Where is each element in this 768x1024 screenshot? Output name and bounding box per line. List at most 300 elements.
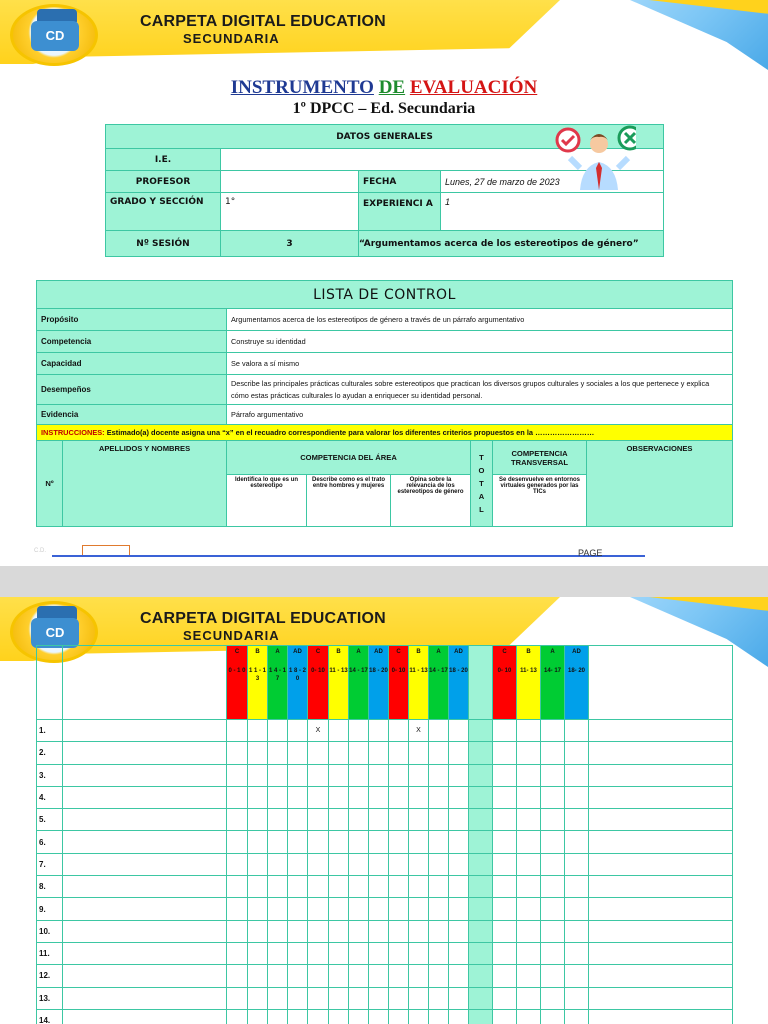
score-cell[interactable]: [389, 876, 409, 898]
score-cell[interactable]: [329, 853, 349, 875]
transversal-cell[interactable]: [517, 764, 541, 786]
total-cell[interactable]: [469, 831, 493, 853]
transversal-cell[interactable]: [493, 786, 517, 808]
score-cell[interactable]: [308, 853, 329, 875]
score-cell[interactable]: [268, 853, 288, 875]
score-cell[interactable]: [227, 965, 248, 987]
score-cell[interactable]: [369, 987, 389, 1009]
score-cell[interactable]: [449, 1009, 469, 1024]
brand-subtitle: SECUNDARIA: [183, 31, 280, 46]
brand-title-2: CARPETA DIGITAL EDUCATION: [140, 610, 386, 627]
score-cell[interactable]: [248, 876, 268, 898]
row-number: 4.: [37, 786, 63, 808]
transversal-cell[interactable]: [517, 720, 541, 742]
student-name-cell[interactable]: [63, 809, 227, 831]
transversal-cell[interactable]: [517, 898, 541, 920]
observations-cell[interactable]: [589, 898, 733, 920]
score-cell[interactable]: [308, 965, 329, 987]
score-cell[interactable]: [227, 764, 248, 786]
student-name-cell[interactable]: [63, 987, 227, 1009]
student-name-cell[interactable]: [63, 786, 227, 808]
score-cell[interactable]: [329, 809, 349, 831]
total-cell[interactable]: [469, 1009, 493, 1024]
student-name-cell[interactable]: [63, 742, 227, 764]
score-cell[interactable]: [409, 764, 429, 786]
score-cell[interactable]: [268, 920, 288, 942]
score-cell[interactable]: [227, 853, 248, 875]
score-cell[interactable]: [268, 720, 288, 742]
profesor-value[interactable]: [221, 171, 359, 193]
total-cell[interactable]: [469, 742, 493, 764]
score-cell[interactable]: [429, 876, 449, 898]
score-cell[interactable]: [329, 942, 349, 964]
total-cell[interactable]: [469, 809, 493, 831]
score-cell[interactable]: [288, 987, 308, 1009]
grid-row: [37, 898, 733, 920]
score-cell[interactable]: [248, 831, 268, 853]
score-cell[interactable]: [449, 764, 469, 786]
score-cell[interactable]: [308, 876, 329, 898]
score-cell[interactable]: [409, 965, 429, 987]
score-cell[interactable]: [389, 809, 409, 831]
score-cell[interactable]: [409, 742, 429, 764]
score-cell[interactable]: [329, 720, 349, 742]
score-cell[interactable]: [288, 898, 308, 920]
score-cell[interactable]: [369, 1009, 389, 1024]
score-cell[interactable]: [227, 831, 248, 853]
score-cell[interactable]: [449, 786, 469, 808]
score-cell[interactable]: [268, 942, 288, 964]
score-cell[interactable]: [349, 965, 369, 987]
score-cell[interactable]: [369, 965, 389, 987]
transversal-cell[interactable]: [565, 720, 589, 742]
score-cell[interactable]: [288, 942, 308, 964]
evidencia-text: Párrafo argumentativo: [227, 405, 733, 425]
student-name-cell[interactable]: [63, 853, 227, 875]
score-cell[interactable]: [248, 965, 268, 987]
score-cell[interactable]: [288, 786, 308, 808]
sesion-title: “Argumentamos acerca de los estereotipos de género”: [359, 231, 664, 257]
score-cell[interactable]: [429, 965, 449, 987]
score-cell[interactable]: [268, 965, 288, 987]
score-cell[interactable]: [248, 786, 268, 808]
score-cell[interactable]: [449, 742, 469, 764]
transversal-cell[interactable]: [565, 1009, 589, 1024]
transversal-cell[interactable]: [541, 987, 565, 1009]
transversal-cell[interactable]: [565, 831, 589, 853]
transversal-cell[interactable]: [517, 942, 541, 964]
score-cell[interactable]: [409, 786, 429, 808]
score-cell[interactable]: [329, 965, 349, 987]
student-name-cell[interactable]: [63, 898, 227, 920]
score-cell[interactable]: [429, 764, 449, 786]
student-name-cell[interactable]: [63, 1009, 227, 1024]
score-cell[interactable]: [389, 720, 409, 742]
score-cell[interactable]: [248, 1009, 268, 1024]
score-cell[interactable]: [449, 965, 469, 987]
transversal-cell[interactable]: [541, 1009, 565, 1024]
score-cell[interactable]: [389, 920, 409, 942]
score-cell[interactable]: [369, 720, 389, 742]
score-cell[interactable]: [389, 965, 409, 987]
score-cell[interactable]: [268, 898, 288, 920]
score-cell[interactable]: [389, 853, 409, 875]
score-cell[interactable]: [288, 1009, 308, 1024]
total-cell[interactable]: [469, 876, 493, 898]
score-cell[interactable]: [308, 831, 329, 853]
transversal-cell[interactable]: [517, 965, 541, 987]
score-cell[interactable]: [329, 742, 349, 764]
score-cell[interactable]: [308, 742, 329, 764]
score-cell[interactable]: [349, 742, 369, 764]
row-number: 5.: [37, 809, 63, 831]
score-cell[interactable]: [449, 876, 469, 898]
score-cell[interactable]: [268, 764, 288, 786]
score-cell[interactable]: [389, 742, 409, 764]
score-cell[interactable]: [369, 764, 389, 786]
transversal-cell[interactable]: [493, 965, 517, 987]
score-cell[interactable]: [449, 987, 469, 1009]
score-cell[interactable]: [449, 831, 469, 853]
score-cell[interactable]: [429, 942, 449, 964]
transversal-cell[interactable]: [493, 742, 517, 764]
student-name-cell[interactable]: [63, 942, 227, 964]
student-name-cell[interactable]: [63, 920, 227, 942]
transversal-cell[interactable]: [517, 809, 541, 831]
score-cell[interactable]: [409, 942, 429, 964]
score-cell[interactable]: [329, 1009, 349, 1024]
crit4-band-2: [541, 646, 565, 720]
observations-cell[interactable]: [589, 809, 733, 831]
score-cell[interactable]: [248, 942, 268, 964]
transversal-cell[interactable]: [517, 876, 541, 898]
score-cell[interactable]: [248, 809, 268, 831]
score-cell[interactable]: [268, 987, 288, 1009]
score-cell[interactable]: [248, 742, 268, 764]
score-cell[interactable]: [308, 987, 329, 1009]
transversal-cell[interactable]: [541, 965, 565, 987]
score-cell[interactable]: [227, 1009, 248, 1024]
transversal-cell[interactable]: [541, 742, 565, 764]
transversal-cell[interactable]: [565, 786, 589, 808]
score-cell[interactable]: [429, 831, 449, 853]
score-cell[interactable]: [429, 1009, 449, 1024]
score-cell[interactable]: [369, 831, 389, 853]
observations-cell[interactable]: [589, 853, 733, 875]
score-cell[interactable]: [268, 876, 288, 898]
score-cell[interactable]: [329, 876, 349, 898]
student-name-cell[interactable]: [63, 720, 227, 742]
header-band: [0, 0, 768, 66]
score-cell[interactable]: [409, 853, 429, 875]
transversal-cell[interactable]: [493, 831, 517, 853]
score-cell[interactable]: [308, 1009, 329, 1024]
score-cell[interactable]: [248, 720, 268, 742]
student-name-cell[interactable]: [63, 876, 227, 898]
row-number: 13.: [37, 987, 63, 1009]
score-cell[interactable]: [349, 920, 369, 942]
transversal-cell[interactable]: [565, 942, 589, 964]
grid-header-obs: [589, 646, 733, 720]
score-cell[interactable]: [248, 898, 268, 920]
score-cell[interactable]: [449, 920, 469, 942]
student-name-cell[interactable]: [63, 764, 227, 786]
score-cell[interactable]: [288, 920, 308, 942]
grid-row: [37, 720, 733, 742]
transversal-cell[interactable]: [493, 853, 517, 875]
score-cell[interactable]: [288, 764, 308, 786]
transversal-cell[interactable]: [541, 876, 565, 898]
score-cell[interactable]: [369, 809, 389, 831]
transversal-cell[interactable]: [565, 987, 589, 1009]
observations-cell[interactable]: [589, 987, 733, 1009]
transversal-cell[interactable]: [493, 942, 517, 964]
transversal-cell[interactable]: [517, 1009, 541, 1024]
transversal-cell[interactable]: [493, 987, 517, 1009]
score-cell[interactable]: [349, 720, 369, 742]
score-cell[interactable]: [227, 786, 248, 808]
score-cell[interactable]: [389, 786, 409, 808]
score-cell[interactable]: [227, 987, 248, 1009]
transversal-cell[interactable]: [565, 853, 589, 875]
score-cell[interactable]: [248, 853, 268, 875]
score-cell[interactable]: [227, 742, 248, 764]
transversal-cell[interactable]: [565, 809, 589, 831]
score-cell[interactable]: [329, 987, 349, 1009]
score-cell[interactable]: [429, 786, 449, 808]
total-cell[interactable]: [469, 720, 493, 742]
score-cell[interactable]: [268, 831, 288, 853]
score-cell[interactable]: [389, 898, 409, 920]
crit1-band-3: [288, 646, 308, 720]
total-cell[interactable]: [469, 898, 493, 920]
score-cell[interactable]: [288, 831, 308, 853]
transversal-cell[interactable]: [493, 920, 517, 942]
crit4-band-label: B: [526, 649, 531, 655]
transversal-cell[interactable]: [565, 898, 589, 920]
score-cell[interactable]: [409, 831, 429, 853]
grid-row: [37, 987, 733, 1009]
score-cell[interactable]: [349, 987, 369, 1009]
crit3-band-2: [429, 646, 449, 720]
score-cell[interactable]: [227, 876, 248, 898]
score-cell[interactable]: [268, 1009, 288, 1024]
score-cell[interactable]: [409, 809, 429, 831]
score-cell[interactable]: [369, 876, 389, 898]
score-cell[interactable]: [449, 720, 469, 742]
transversal-cell[interactable]: [493, 1009, 517, 1024]
observations-cell[interactable]: [589, 764, 733, 786]
transversal-cell[interactable]: [517, 920, 541, 942]
score-cell[interactable]: [248, 920, 268, 942]
score-cell[interactable]: [248, 764, 268, 786]
observations-cell[interactable]: [589, 831, 733, 853]
score-cell[interactable]: [409, 920, 429, 942]
score-cell[interactable]: [369, 942, 389, 964]
student-name-cell[interactable]: [63, 965, 227, 987]
score-cell[interactable]: [227, 920, 248, 942]
proposito-label: Propósito: [37, 309, 227, 331]
score-cell[interactable]: [268, 809, 288, 831]
score-cell[interactable]: [268, 742, 288, 764]
transversal-cell[interactable]: [493, 809, 517, 831]
score-cell[interactable]: [389, 831, 409, 853]
score-cell[interactable]: [227, 898, 248, 920]
fecha-value[interactable]: Lunes, 27 de marzo de 2023: [441, 171, 664, 193]
score-cell[interactable]: [308, 809, 329, 831]
score-cell[interactable]: [227, 809, 248, 831]
observations-cell[interactable]: [589, 942, 733, 964]
student-name-cell[interactable]: [63, 831, 227, 853]
transversal-cell[interactable]: [517, 987, 541, 1009]
transversal-cell[interactable]: [541, 831, 565, 853]
score-cell[interactable]: [369, 742, 389, 764]
score-cell[interactable]: [329, 831, 349, 853]
score-cell[interactable]: [389, 764, 409, 786]
score-cell[interactable]: [409, 898, 429, 920]
score-cell[interactable]: [308, 942, 329, 964]
observations-cell[interactable]: [589, 786, 733, 808]
score-cell[interactable]: [329, 920, 349, 942]
transversal-cell[interactable]: [517, 853, 541, 875]
transversal-cell[interactable]: [541, 853, 565, 875]
transversal-cell[interactable]: [565, 764, 589, 786]
observations-cell[interactable]: [589, 876, 733, 898]
total-cell[interactable]: [469, 786, 493, 808]
score-cell[interactable]: [288, 742, 308, 764]
transversal-cell[interactable]: [541, 920, 565, 942]
total-cell[interactable]: [469, 965, 493, 987]
score-cell[interactable]: [288, 965, 308, 987]
score-cell[interactable]: [449, 898, 469, 920]
grid-row: [37, 965, 733, 987]
score-cell[interactable]: [349, 786, 369, 808]
score-cell[interactable]: [308, 786, 329, 808]
footer-cd: C.D.: [34, 548, 46, 554]
transversal-cell[interactable]: [541, 720, 565, 742]
transversal-cell[interactable]: [493, 876, 517, 898]
score-cell[interactable]: [449, 809, 469, 831]
score-cell[interactable]: [429, 853, 449, 875]
score-cell[interactable]: [429, 720, 449, 742]
crit2-band-label: A: [356, 649, 361, 655]
fecha-label: FECHA: [359, 171, 441, 193]
score-cell[interactable]: [329, 898, 349, 920]
total-cell[interactable]: [469, 920, 493, 942]
score-cell[interactable]: [329, 764, 349, 786]
transversal-cell[interactable]: [565, 920, 589, 942]
score-cell[interactable]: [429, 809, 449, 831]
experiencia-value[interactable]: 1: [441, 193, 664, 231]
score-cell[interactable]: [227, 942, 248, 964]
transversal-cell[interactable]: [493, 764, 517, 786]
score-cell[interactable]: [288, 720, 308, 742]
transversal-cell[interactable]: [541, 809, 565, 831]
score-cell[interactable]: [389, 987, 409, 1009]
score-cell[interactable]: [409, 1009, 429, 1024]
criterion-3: Opina sobre la relevancia de los estereotipos de género: [391, 475, 471, 527]
score-cell[interactable]: [449, 942, 469, 964]
transversal-cell[interactable]: [517, 786, 541, 808]
score-cell[interactable]: [349, 831, 369, 853]
score-cell[interactable]: [409, 876, 429, 898]
score-cell[interactable]: [369, 920, 389, 942]
score-cell[interactable]: [389, 942, 409, 964]
observations-cell[interactable]: [589, 720, 733, 742]
observations-cell[interactable]: [589, 965, 733, 987]
grado-value[interactable]: 1°: [221, 193, 359, 231]
score-cell[interactable]: [349, 1009, 369, 1024]
transversal-cell[interactable]: [541, 764, 565, 786]
crit4-band-label: C: [502, 649, 507, 655]
score-cell[interactable]: [369, 898, 389, 920]
desempenos-label: Desempeños: [37, 375, 227, 405]
total-cell[interactable]: [469, 987, 493, 1009]
crit2-band-range: 0- 10: [311, 668, 325, 674]
crit2-band-range: 11 - 13: [329, 668, 348, 674]
score-cell[interactable]: [227, 720, 248, 742]
row-number: 12.: [37, 965, 63, 987]
score-cell[interactable]: [288, 876, 308, 898]
crit4-band-label: A: [550, 649, 555, 655]
score-cell[interactable]: [329, 786, 349, 808]
total-cell[interactable]: [469, 764, 493, 786]
score-cell[interactable]: [429, 898, 449, 920]
transversal-cell[interactable]: [541, 942, 565, 964]
score-cell[interactable]: [349, 764, 369, 786]
score-cell[interactable]: [369, 853, 389, 875]
transversal-cell[interactable]: [517, 831, 541, 853]
score-mark[interactable]: X: [409, 720, 429, 742]
transversal-cell[interactable]: [493, 720, 517, 742]
score-cell[interactable]: [308, 764, 329, 786]
transversal-cell[interactable]: [565, 742, 589, 764]
total-cell[interactable]: [469, 942, 493, 964]
score-cell[interactable]: [429, 920, 449, 942]
score-cell[interactable]: [288, 853, 308, 875]
score-cell[interactable]: [369, 786, 389, 808]
row-number: 2.: [37, 742, 63, 764]
score-cell[interactable]: [449, 853, 469, 875]
grid-row: [37, 809, 733, 831]
observations-cell[interactable]: [589, 920, 733, 942]
transversal-cell[interactable]: [565, 965, 589, 987]
observations-cell[interactable]: [589, 742, 733, 764]
score-cell[interactable]: [349, 898, 369, 920]
total-cell[interactable]: [469, 853, 493, 875]
transversal-cell[interactable]: [517, 742, 541, 764]
transversal-cell[interactable]: [541, 786, 565, 808]
transversal-cell[interactable]: [565, 876, 589, 898]
score-cell[interactable]: [349, 876, 369, 898]
score-cell[interactable]: [429, 742, 449, 764]
score-cell[interactable]: [349, 809, 369, 831]
score-cell[interactable]: [389, 1009, 409, 1024]
score-cell[interactable]: [248, 987, 268, 1009]
score-mark[interactable]: X: [308, 720, 329, 742]
score-cell[interactable]: [268, 786, 288, 808]
transversal-cell[interactable]: [493, 898, 517, 920]
score-cell[interactable]: [349, 942, 369, 964]
transversal-cell[interactable]: [541, 898, 565, 920]
score-cell[interactable]: [409, 987, 429, 1009]
score-cell[interactable]: [429, 987, 449, 1009]
score-cell[interactable]: [349, 853, 369, 875]
score-cell[interactable]: [288, 809, 308, 831]
score-cell[interactable]: [308, 898, 329, 920]
score-cell[interactable]: [308, 920, 329, 942]
observations-cell[interactable]: [589, 1009, 733, 1024]
